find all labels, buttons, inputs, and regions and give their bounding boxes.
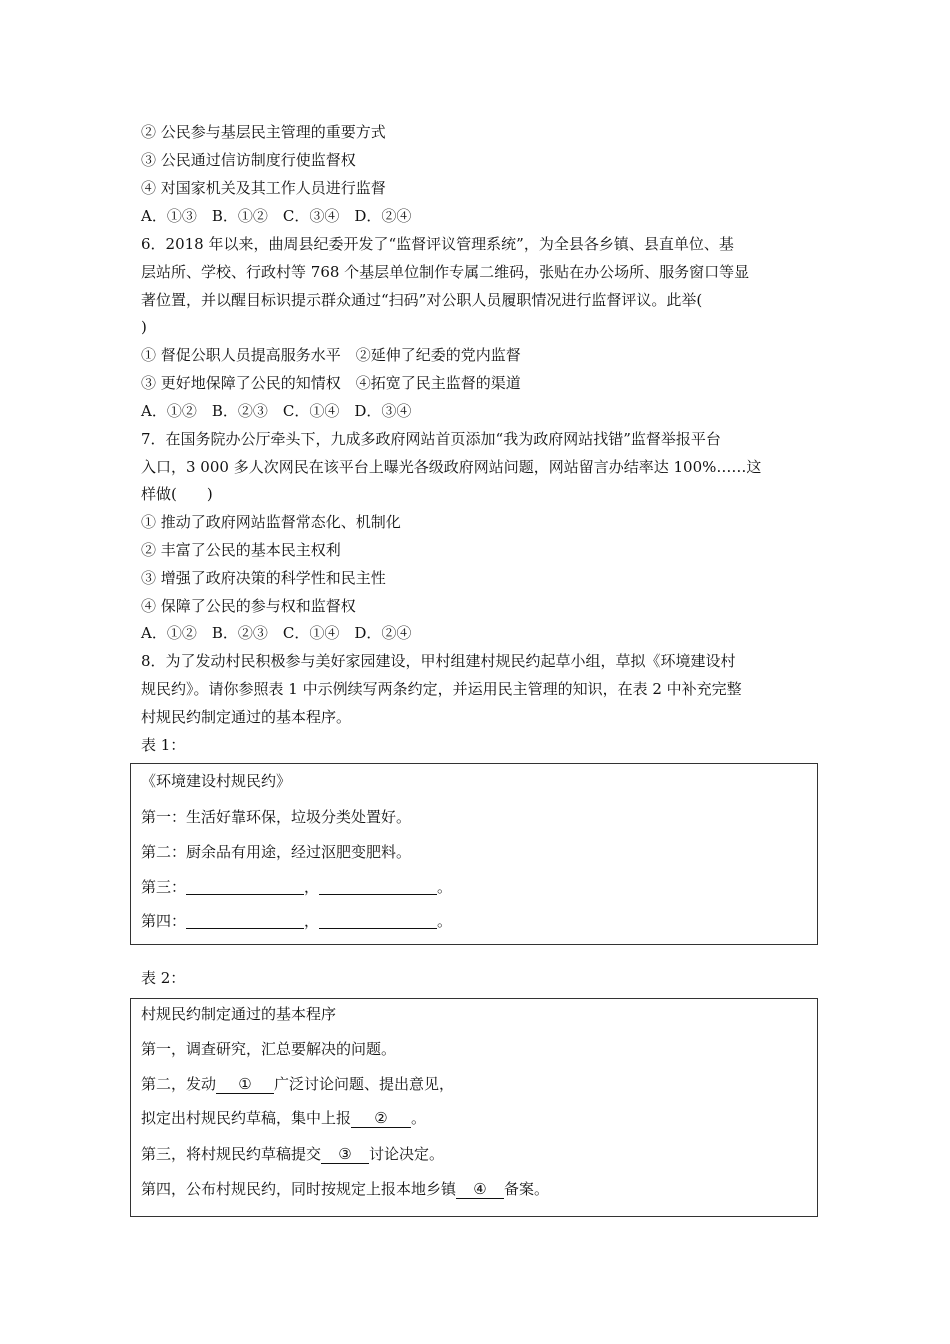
fill-blank[interactable] [186,879,304,895]
table2-step-1: 第一，调查研究，汇总要解决的问题。 [141,1040,397,1058]
q6-options-3-4: ③ 更好地保障了公民的知情权 ④拓宽了民主监督的渠道 [141,374,521,392]
q7-stem-line-1: 7．在国务院办公厅牵头下，九成多政府网站首页添加“我为政府网站找错”监督举报平台 [141,430,721,448]
table1-item-1: 第一：生活好靠环保，垃圾分类处置好。 [141,808,412,826]
blank-slot-3[interactable]: ③ [321,1145,369,1164]
table1-item-3: 第三： ， 。 [141,878,453,896]
q5-option-3: ③ 公民通过信访制度行使监督权 [141,151,356,169]
q7-option-3: ③ 增强了政府决策的科学性和民主性 [141,569,386,587]
fill-blank[interactable] [186,913,304,929]
blank-slot-4[interactable]: ④ [456,1180,504,1199]
q5-option-2: ② 公民参与基层民主管理的重要方式 [141,123,386,141]
q6-options-1-2: ① 督促公职人员提高服务水平 ②延伸了纪委的党内监督 [141,346,521,364]
q6-stem-line-1: 6．2018 年以来，曲周县纪委开发了“监督评议管理系统”，为全县各乡镇、县直单位、基 [141,235,734,253]
q6-answer-choices: A．①② B．②③ C．①④ D．③④ [141,402,412,420]
q8-stem-line-2: 规民约》。请你参照表 1 中示例续写两条约定，并运用民主管理的知识，在表 2 中补充完整 [141,680,742,698]
table2-step-2a: 第二，发动 ① 广泛讨论问题、提出意见， [141,1075,455,1093]
table2-title: 村规民约制定通过的基本程序 [141,1005,337,1023]
fill-blank[interactable] [319,913,437,929]
table2-step-4: 第四，公布村规民约，同时按规定上报本地乡镇 ④ 备案。 [141,1180,550,1198]
table1-label: 表 1： [141,736,186,754]
q7-stem-line-3: 样做( ) [141,485,213,503]
q8-stem-line-1: 8．为了发动村民积极参与美好家园建设，甲村组建村规民约起草小组，草拟《环境建设村 [141,652,736,670]
q7-answer-choices: A．①② B．②③ C．①④ D．②④ [141,624,412,642]
table2-step-3: 第三，将村规民约草稿提交 ③ 讨论决定。 [141,1145,445,1163]
blank-slot-1[interactable]: ① [216,1075,274,1094]
q5-option-4: ④ 对国家机关及其工作人员进行监督 [141,179,386,197]
q6-stem-line-2: 层站所、学校、行政村等 768 个基层单位制作专属二维码，张贴在办公场所、服务窗口等显 [141,263,750,281]
table1-title: 《环境建设村规民约》 [141,772,292,790]
table2-box [130,998,818,1217]
table1-item-4: 第四： ， 。 [141,912,453,930]
q8-stem-line-3: 村规民约制定通过的基本程序。 [141,708,352,726]
fill-blank[interactable] [319,879,437,895]
q7-stem-line-2: 入口，3 000 多人次网民在该平台上曝光各级政府网站问题，网站留言办结率达 100%……这 [141,458,762,476]
q7-option-2: ② 丰富了公民的基本民主权利 [141,541,341,559]
table2-label: 表 2： [141,969,186,987]
q5-answer-choices: A．①③ B．①② C．③④ D．②④ [141,207,412,225]
q6-stem-line-4: ) [141,318,147,336]
table1-box [130,763,818,945]
table1-item-2: 第二：厨余品有用途，经过沤肥变肥料。 [141,843,412,861]
q6-stem-line-3: 著位置，并以醒目标识提示群众通过“扫码”对公职人员履职情况进行监督评议。此举( [141,291,703,309]
q7-option-4: ④ 保障了公民的参与权和监督权 [141,597,356,615]
q7-option-1: ① 推动了政府网站监督常态化、机制化 [141,513,401,531]
table2-step-2b: 拟定出村规民约草稿，集中上报 ② 。 [141,1109,427,1127]
blank-slot-2[interactable]: ② [351,1109,411,1128]
